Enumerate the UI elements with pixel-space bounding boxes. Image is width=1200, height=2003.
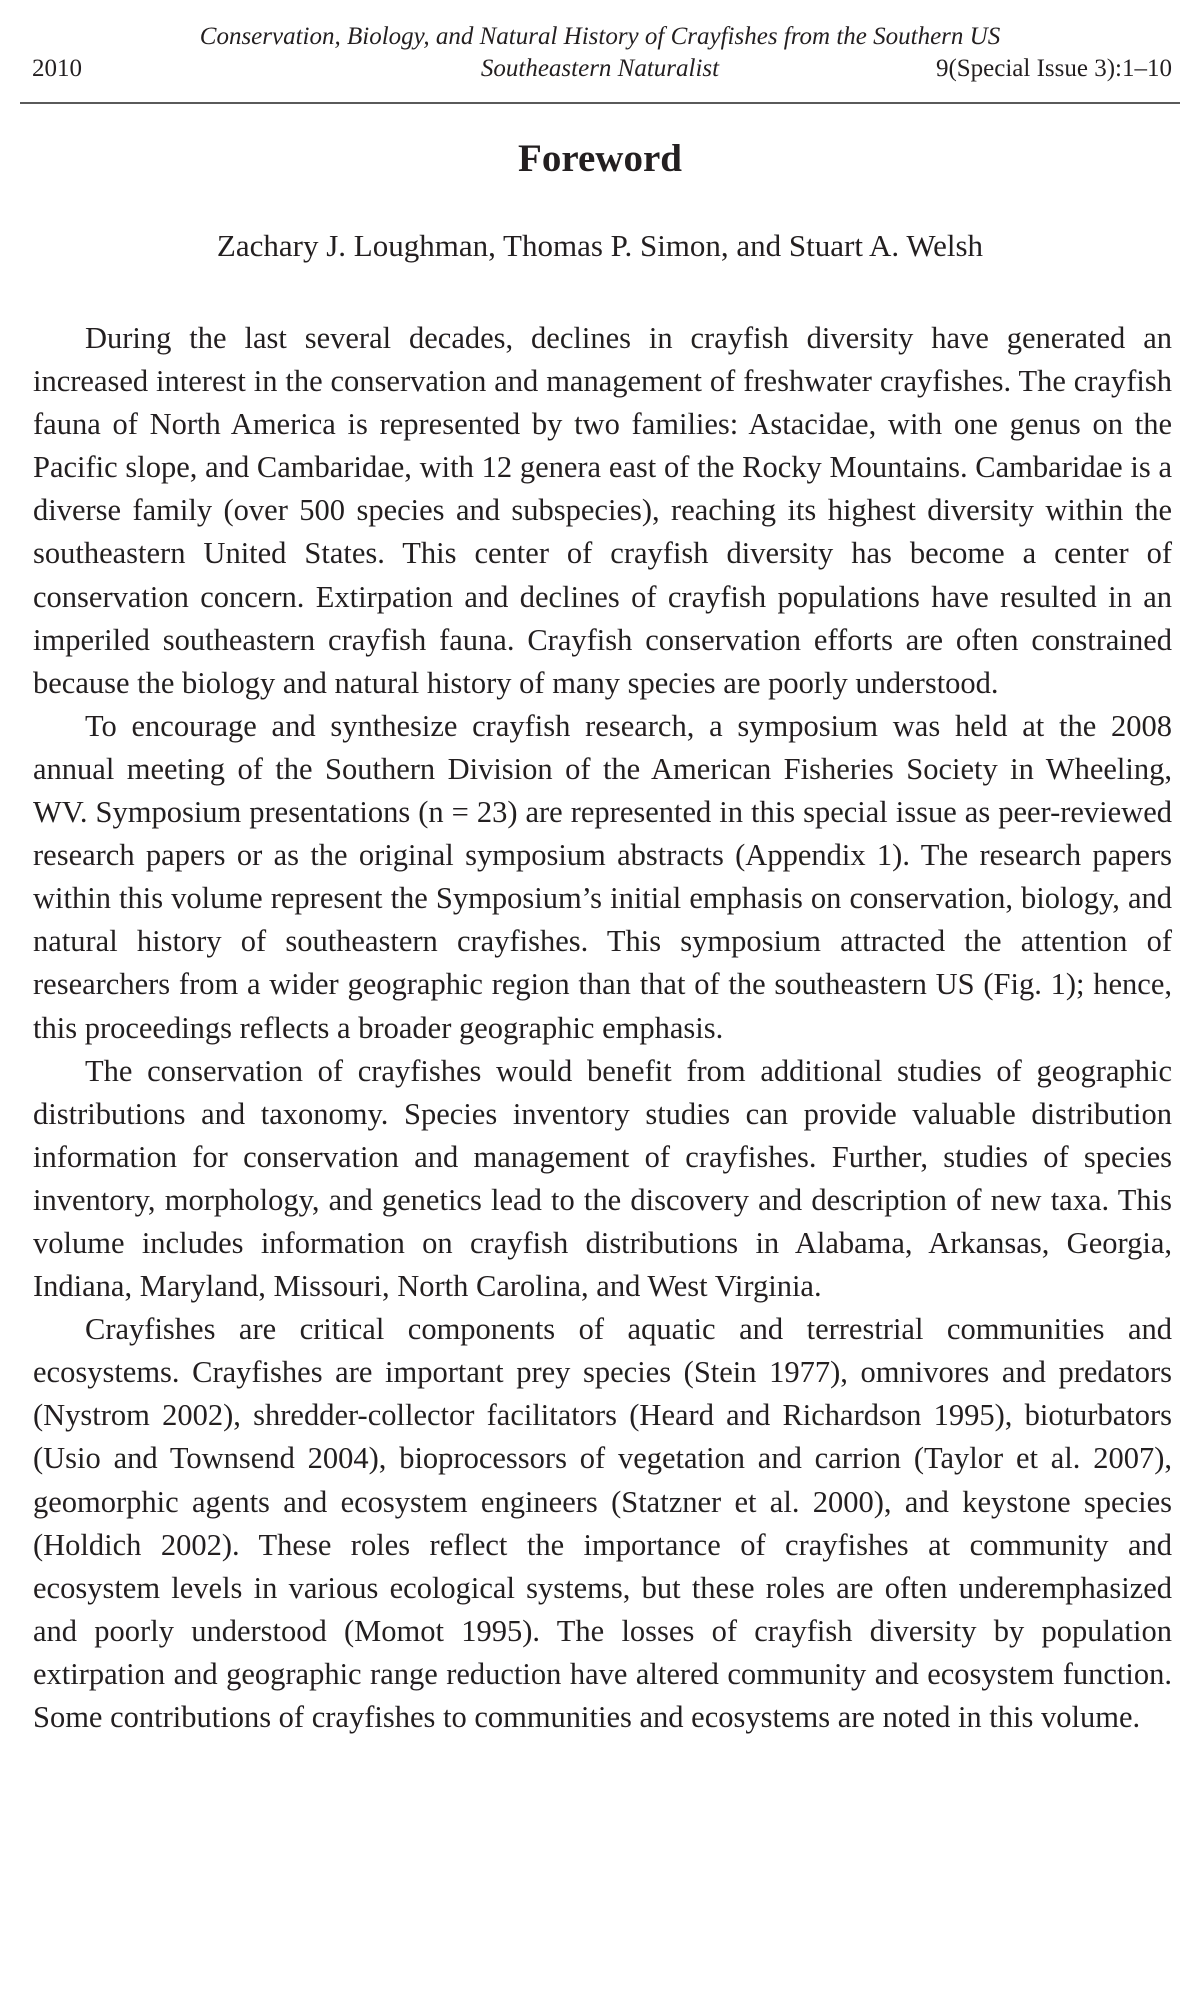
volume-issue-pages: 9(Special Issue 3):1–10 (935, 55, 1172, 82)
body-paragraph: The conservation of crayfishes would benefit from additional studies of geographic distributions and taxonomy. Species inventory studies can provide valuable distribution information for conservation and management of crayfishes. Further, studies of species inventory, morphology, and genetics lead to the discovery and description of new taxa. This volume includes information on crayfish distributions in Alabama, Arkansas, Georgia, Indiana, Maryland, Missouri, North Carolina, and West Virginia. (33, 1053, 1172, 1304)
series-title: Conservation, Biology, and Natural History of Crayfishes from the Southern US (199, 23, 1001, 50)
publication-year: 2010 (32, 55, 82, 82)
author-list: Zachary J. Loughman, Thomas P. Simon, and Stuart A. Welsh (216, 228, 984, 263)
journal-name: Southeastern Naturalist (480, 55, 720, 82)
body-paragraph: To encourage and synthesize crayfish research, a symposium was held at the 2008 annual meeting of the Southern Division of the American Fisheries Society in Wheeling, WV. Symposium presentations (n = 23) are represented in this special issue as peer-reviewed research papers or as the original symposium abstracts (Appendix 1). The research papers within this volume represent the Symposium’s initial emphasis on conservation, biology, and natural history of southeastern crayfishes. This symposium attracted the attention of researchers from a wider geographic region than that of the southeastern US (Fig. 1); hence, this proceedings reflects a broader geographic emphasis. (33, 708, 1172, 1045)
body-paragraph: During the last several decades, declines in crayfish diversity have generated an increased interest in the conservation and management of freshwater crayfishes. The crayfish fauna of North America is represented by two families: Astacidae, with one genus on the Pacific slope, and Cambaridae, with 12 genera east of the Rocky Mountains. Cambaridae is a diverse family (over 500 species and subspecies), reaching its highest diversity within the southeastern United States. This center of crayfish diversity has become a center of conservation concern. Extirpation and declines of crayfish populations have resulted in an imperiled southeastern crayfish fauna. Crayfish conservation efforts are often constrained because the biology and natural history of many species are poorly understood. (33, 321, 1172, 700)
body-paragraph: Crayfishes are critical components of aquatic and terrestrial communities and ecosystems. Crayfishes are important prey species (Stein 1977), omnivores and predators (Nystrom 2002), shredder-collector facilitators (Heard and Richardson 1995), bioturbators (Usio and Townsend 2004), bioprocessors of vegetation and carrion (Taylor et al. 2007), geomorphic agents and ecosystem engineers (Statzner et al. 2000), and keystone species (Holdich 2002). These roles reflect the importance of crayfishes at community and ecosystem levels in various ecological systems, but these roles are often underemphasized and poorly understood (Momot 1995). The losses of crayfish diversity by population extirpation and geographic range reduction have altered community and ecosystem function. Some contributions of crayfishes to communities and ecosystems are noted in this volume. (33, 1312, 1172, 1734)
article-title: Foreword (518, 137, 682, 180)
article-body (33, 317, 1172, 1739)
running-head (20, 18, 1180, 104)
